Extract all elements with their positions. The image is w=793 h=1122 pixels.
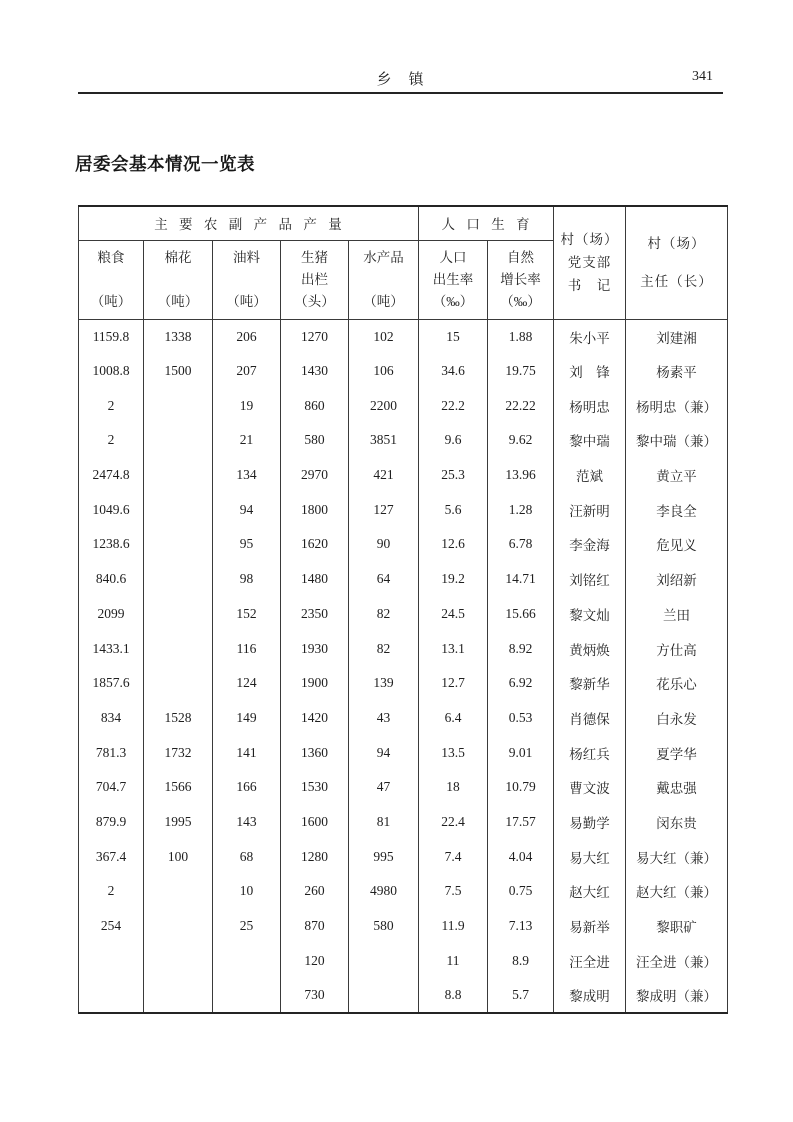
table-cell: 杨素平 [656,365,697,381]
table-cell: 花乐心 [656,677,697,693]
table-cell: 24.5 [419,597,488,632]
table-cell: 102 [349,319,419,354]
header-line: （吨） [363,293,404,309]
table-cell: 860 [281,388,349,423]
table-cell: 1732 [144,735,213,770]
table-cell: 116 [213,631,281,666]
table-cell: 995 [349,839,419,874]
table-cell: 260 [281,874,349,909]
table-cell: 2474.8 [79,458,144,493]
table-cell: 9.6 [419,423,488,458]
table-cell [79,943,144,978]
table-cell: 5.6 [419,492,488,527]
table-cell: 朱小平 [554,319,626,354]
table-cell: 2099 [79,597,144,632]
table-cell: 黄炳焕 [554,631,626,666]
col-header-secretary [554,206,626,319]
table-cell: 82 [349,631,419,666]
table-cell: 879.9 [79,805,144,840]
table-cell: 704.7 [79,770,144,805]
header-line: （头） [294,293,335,309]
table-body [79,319,728,1013]
table-cell [144,423,213,458]
table-cell: 4980 [349,874,419,909]
table-cell: 106 [349,354,419,389]
table-cell: 黎新华 [554,666,626,701]
table-cell: 68 [213,839,281,874]
table-cell: 207 [213,354,281,389]
table-cell: 李良全 [656,503,697,519]
table-cell [144,631,213,666]
table-cell: 黎中瑞 [554,423,626,458]
table-cell: 汪新明 [554,492,626,527]
table-cell: 黎成明 [554,978,626,1013]
col-header-birth-rate [419,240,488,319]
table-cell: 22.2 [419,388,488,423]
header-line: （‰） [500,293,541,309]
table-row [79,354,728,389]
table-cell: 黎成明（兼） [636,988,718,1004]
table-cell: 43 [349,701,419,736]
table-cell [144,458,213,493]
table-cell: 120 [281,943,349,978]
table-cell: 25.3 [419,458,488,493]
table-cell: 94 [349,735,419,770]
header-line: （‰） [432,293,474,309]
header-line: 油料 [233,249,260,265]
table-cell: 94 [213,492,281,527]
table-cell: 152 [213,597,281,632]
table-cell [144,909,213,944]
table-row [79,597,728,632]
table-row [79,874,728,909]
table-cell: 李金海 [554,527,626,562]
table-cell: 11.9 [419,909,488,944]
table-cell [144,943,213,978]
table-cell: 18 [419,770,488,805]
header-line: 出栏 [301,271,328,287]
table-cell: 1857.6 [79,666,144,701]
table-row [79,909,728,944]
table-cell: 0.75 [488,874,554,909]
table-cell: 870 [281,909,349,944]
table-row [79,423,728,458]
table-cell: 1480 [281,562,349,597]
residents-committee-table [78,205,728,1014]
table-cell: 13.96 [488,458,554,493]
table-row [79,458,728,493]
table-cell [144,388,213,423]
table-cell: 8.8 [419,978,488,1013]
table-row [79,770,728,805]
table-cell: 杨明忠（兼） [636,399,718,415]
table-cell: 1159.8 [79,319,144,354]
table-cell: 8.92 [488,631,554,666]
table-row [79,839,728,874]
table-cell: 64 [349,562,419,597]
group-header-population: 人 口 生 育 [419,206,554,240]
header-line: （吨） [90,293,132,309]
table-row [79,805,728,840]
table-cell: 黎职矿 [656,920,697,936]
table-cell: 8.9 [488,943,554,978]
table-cell: 15 [419,319,488,354]
table-cell: 13.1 [419,631,488,666]
table-cell: 143 [213,805,281,840]
group-header-row [79,206,728,240]
table-cell [144,666,213,701]
table-cell: 5.7 [488,978,554,1013]
table-cell: 22.4 [419,805,488,840]
table-cell: 0.53 [488,701,554,736]
table-cell: 刘绍新 [656,573,697,589]
table-cell [349,943,419,978]
table-row [79,527,728,562]
table-cell [144,492,213,527]
table-cell: 易大红 [554,839,626,874]
table-cell: 12.7 [419,666,488,701]
table-cell: 6.92 [488,666,554,701]
table-cell: 1360 [281,735,349,770]
table-cell: 1930 [281,631,349,666]
header-line: 书 记 [567,278,612,294]
table-cell: 3851 [349,423,419,458]
table-cell: 2970 [281,458,349,493]
table-cell: 13.5 [419,735,488,770]
table-cell: 2350 [281,597,349,632]
table-cell: 1049.6 [79,492,144,527]
header-line: （吨） [226,293,267,309]
header-line: 棉花 [164,249,192,265]
table-cell: 黎文灿 [554,597,626,632]
table-cell [144,527,213,562]
header-line: 生猪 [301,249,328,265]
table-cell: 7.4 [419,839,488,874]
table-cell: 1280 [281,839,349,874]
table-cell: 7.13 [488,909,554,944]
table-cell: 1008.8 [79,354,144,389]
table-cell [349,978,419,1013]
table-cell: 2 [79,423,144,458]
table-cell: 580 [349,909,419,944]
header-line: 村（场） [647,236,706,252]
header-line: 党支部 [567,255,612,271]
table-row [79,666,728,701]
table-cell: 730 [281,978,349,1013]
table-cell: 1995 [144,805,213,840]
table-row [79,492,728,527]
table-cell: 6.78 [488,527,554,562]
table-cell: 7.5 [419,874,488,909]
table-cell: 白永发 [656,711,697,727]
table-cell: 1530 [281,770,349,805]
table-cell: 1420 [281,701,349,736]
table-cell: 21 [213,423,281,458]
table-cell: 汪全进（兼） [636,954,718,970]
table-cell [144,978,213,1013]
table-cell: 4.04 [488,839,554,874]
col-header-grain [79,240,144,319]
table-cell: 2 [79,388,144,423]
table-cell: 10 [213,874,281,909]
table-row [79,943,728,978]
table-cell: 6.4 [419,701,488,736]
table-cell: 易勤学 [554,805,626,840]
header-line: 水产品 [363,249,404,265]
page-number: 341 [692,69,713,84]
table-cell: 黎中瑞（兼） [636,434,718,450]
table-cell: 赵大红 [554,874,626,909]
table-cell: 90 [349,527,419,562]
table-cell: 580 [281,423,349,458]
table-cell: 闵东贵 [656,815,697,831]
table-cell: 834 [79,701,144,736]
table-title: 居委会基本情况一览表 [75,154,255,174]
col-header-cotton [144,240,213,319]
col-header-oil [213,240,281,319]
table-cell: 1338 [144,319,213,354]
table-cell: 141 [213,735,281,770]
table-cell [144,874,213,909]
table-cell: 9.62 [488,423,554,458]
table-cell: 1600 [281,805,349,840]
table-cell: 98 [213,562,281,597]
table-cell: 1430 [281,354,349,389]
table-cell: 危见义 [656,538,697,554]
header-line: 粮食 [97,249,125,265]
header-line: 自然 [507,249,535,265]
table-cell: 赵大红（兼） [636,885,718,901]
table-cell: 汪全进 [554,943,626,978]
table-cell: 1238.6 [79,527,144,562]
table-row [79,562,728,597]
table-cell: 124 [213,666,281,701]
table-cell: 1800 [281,492,349,527]
col-header-director [626,206,728,319]
table-cell: 方仕高 [656,642,697,658]
table-cell: 1900 [281,666,349,701]
table-cell: 兰田 [663,607,691,623]
table-cell: 戴忠强 [656,781,697,797]
table-cell [79,978,144,1013]
table-cell: 367.4 [79,839,144,874]
table-cell: 421 [349,458,419,493]
table-cell: 9.01 [488,735,554,770]
table-cell: 易大红（兼） [636,850,718,866]
table-row [79,701,728,736]
table-cell: 134 [213,458,281,493]
table-header [79,206,728,319]
table-cell: 840.6 [79,562,144,597]
table-cell: 范斌 [554,458,626,493]
table-cell: 17.57 [488,805,554,840]
table-cell: 166 [213,770,281,805]
table-cell: 206 [213,319,281,354]
table-cell: 2 [79,874,144,909]
table-cell: 15.66 [488,597,554,632]
table-cell: 82 [349,597,419,632]
table-cell: 11 [419,943,488,978]
table-cell: 12.6 [419,527,488,562]
header-line: 主任（长） [640,274,713,290]
table-cell: 100 [144,839,213,874]
table-cell: 19.75 [488,354,554,389]
table-cell: 杨红兵 [554,735,626,770]
table-cell: 曹文波 [554,770,626,805]
table-cell: 149 [213,701,281,736]
table-cell: 肖德保 [554,701,626,736]
table-row [79,388,728,423]
col-header-aquatic [349,240,419,319]
table-cell: 1270 [281,319,349,354]
table-cell [144,597,213,632]
table-cell [213,943,281,978]
table-cell: 易新举 [554,909,626,944]
table-cell: 47 [349,770,419,805]
header-line: （吨） [157,293,199,309]
table-cell: 781.3 [79,735,144,770]
table-cell: 刘 锋 [554,354,626,389]
table-cell [144,562,213,597]
table-cell: 1566 [144,770,213,805]
table-row [79,319,728,354]
table-row [79,735,728,770]
col-header-growth-rate [488,240,554,319]
table-cell: 2200 [349,388,419,423]
table-cell: 25 [213,909,281,944]
table-cell: 14.71 [488,562,554,597]
table-cell: 夏学华 [656,746,697,762]
header-line: 增长率 [500,271,541,287]
table-cell: 95 [213,527,281,562]
table-cell: 黄立平 [656,469,697,485]
table-cell: 刘建湘 [656,330,697,346]
table-cell [213,978,281,1013]
col-header-pigs [281,240,349,319]
table-row [79,978,728,1013]
header-line: 出生率 [432,271,474,287]
table-cell: 19 [213,388,281,423]
running-head [78,64,723,94]
section-title: 乡 镇 [376,72,425,88]
table-cell: 81 [349,805,419,840]
table-cell: 127 [349,492,419,527]
table-cell: 254 [79,909,144,944]
table-cell: 1433.1 [79,631,144,666]
table-cell: 1500 [144,354,213,389]
table-cell: 1.28 [488,492,554,527]
table-cell: 22.22 [488,388,554,423]
table-cell: 139 [349,666,419,701]
table-row [79,631,728,666]
group-header-products: 主 要 农 副 产 品 产 量 [79,206,419,240]
table-cell: 1528 [144,701,213,736]
table-cell: 杨明忠 [554,388,626,423]
table-cell: 34.6 [419,354,488,389]
header-line: 人口 [439,249,467,265]
header-line: 村（场） [560,232,619,248]
table-cell: 1620 [281,527,349,562]
table-cell: 10.79 [488,770,554,805]
table-cell: 1.88 [488,319,554,354]
table-cell: 19.2 [419,562,488,597]
table-cell: 刘铭红 [554,562,626,597]
